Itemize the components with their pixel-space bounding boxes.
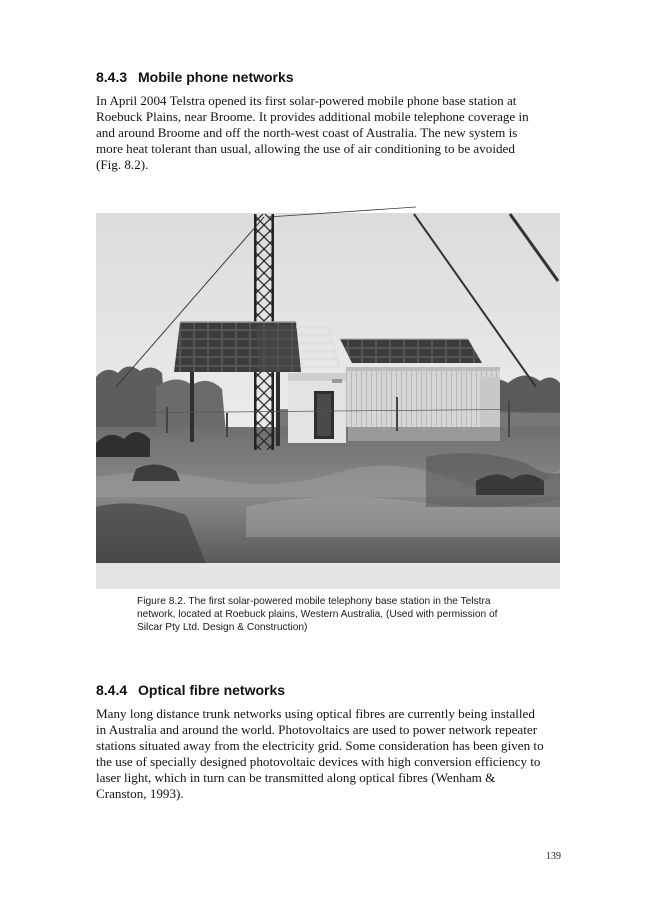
paragraph-line: Cranston, 1993). <box>96 786 184 801</box>
solar-base-station-photo <box>96 177 560 589</box>
paragraph-line: in Australia and around the world. Photovoltaics are used to power network repeater <box>96 722 538 737</box>
body-paragraph-mobile-phone <box>96 93 566 173</box>
section-number: 8.4.3 <box>96 69 128 85</box>
caption-line: Silcar Pty Ltd. Design & Construction) <box>137 622 308 633</box>
paragraph-line: Many long distance trunk networks using optical fibres are currently being installed <box>96 706 535 721</box>
body-paragraph-optical-fibre <box>96 706 566 802</box>
figure-caption <box>137 595 537 634</box>
paragraph-line: stations situated away from the electricity grid. Some consideration has been given to <box>96 738 544 753</box>
paragraph-line: (Fig. 8.2). <box>96 157 149 172</box>
section-title: Mobile phone networks <box>138 69 294 85</box>
paragraph-line: the use of specially designed photovoltaic devices with high conversion efficiency to <box>96 754 541 769</box>
page-number: 139 <box>546 851 561 862</box>
paragraph-line: Roebuck Plains, near Broome. It provides additional mobile telephone coverage in <box>96 109 529 124</box>
paragraph-line: more heat tolerant than usual, allowing the use of air conditioning to be avoided <box>96 141 515 156</box>
section-heading-optical-fibre-networks <box>96 682 285 698</box>
caption-line: Figure 8.2. The first solar-powered mobile telephony base station in the Telstra <box>137 596 491 607</box>
paragraph-line: and around Broome and off the north-west coast of Australia. The new system is <box>96 125 518 140</box>
section-title: Optical fibre networks <box>138 682 286 698</box>
figure-photo <box>96 177 560 589</box>
section-heading-mobile-phone-networks <box>96 69 294 85</box>
paragraph-line: laser light, which in turn can be transmitted along optical fibres (Wenham & <box>96 770 496 785</box>
paragraph-line: In April 2004 Telstra opened its first solar-powered mobile phone base station at <box>96 93 517 108</box>
section-number: 8.4.4 <box>96 682 128 698</box>
caption-line: network, located at Roebuck plains, Western Australia, (Used with permission of <box>137 609 498 620</box>
